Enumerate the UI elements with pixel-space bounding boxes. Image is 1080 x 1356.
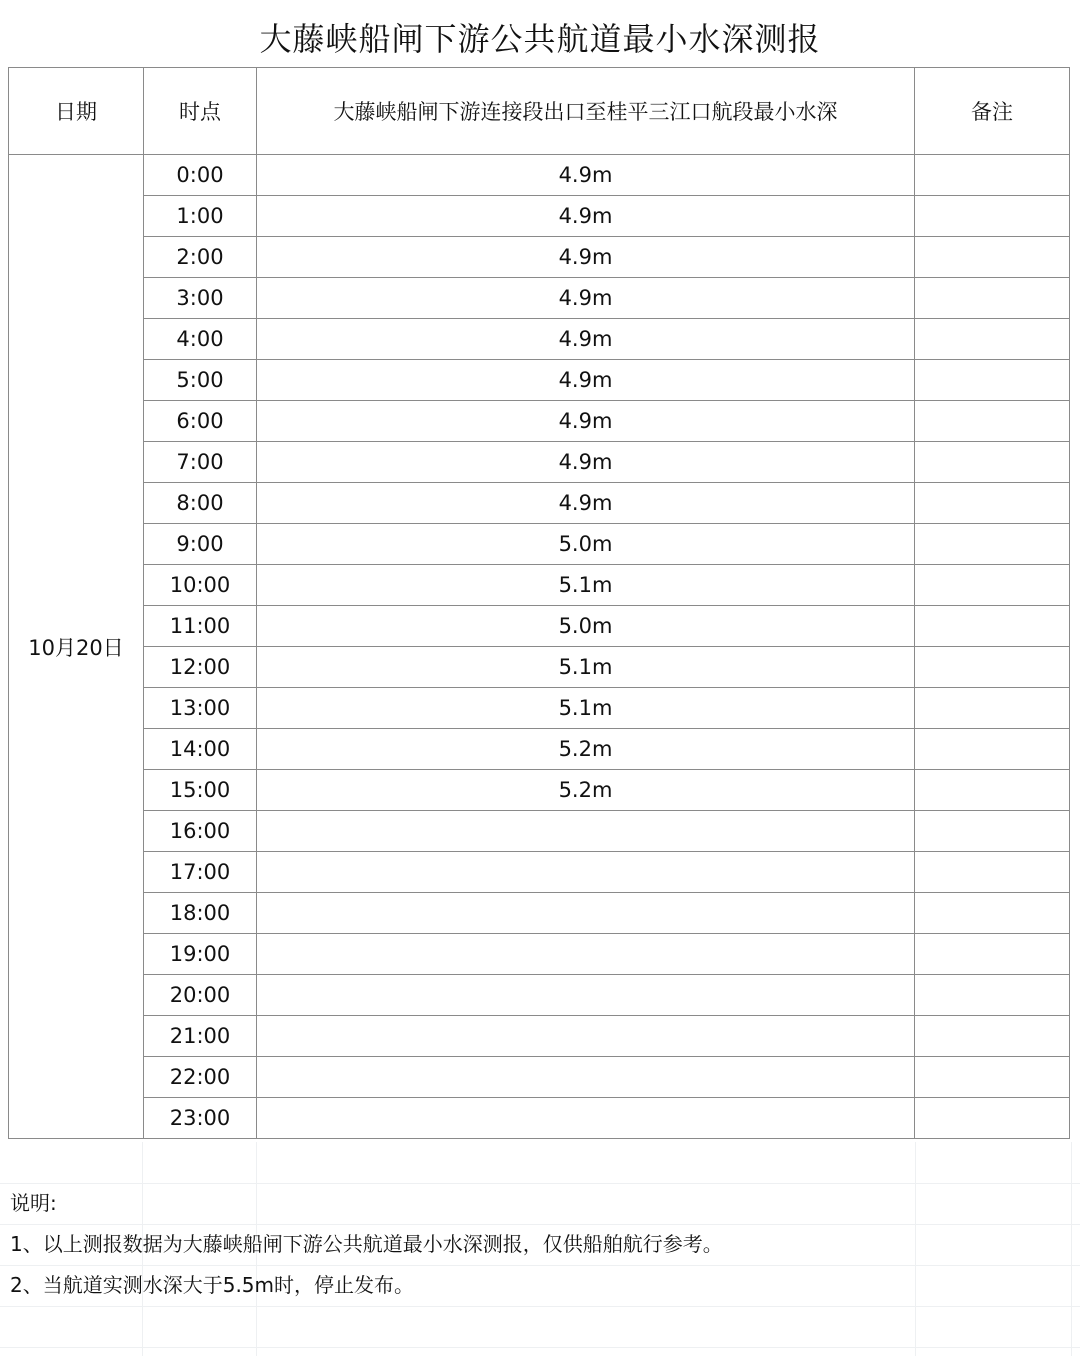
note-cell — [915, 852, 1070, 893]
time-cell: 1:00 — [144, 196, 257, 237]
grid-line — [0, 1347, 1080, 1348]
depth-cell — [257, 1098, 915, 1139]
table-row — [9, 811, 1070, 852]
note-cell — [915, 811, 1070, 852]
time-cell: 0:00 — [144, 155, 257, 196]
time-cell: 8:00 — [144, 483, 257, 524]
note-cell — [915, 196, 1070, 237]
note-cell — [915, 770, 1070, 811]
note-cell — [915, 319, 1070, 360]
depth-cell — [257, 811, 915, 852]
depth-cell: 4.9m — [257, 278, 915, 319]
header-note: 备注 — [915, 68, 1070, 155]
note-cell — [915, 975, 1070, 1016]
table-row — [9, 319, 1070, 360]
page-title: 大藤峡船闸下游公共航道最小水深测报 — [259, 20, 821, 58]
header-time: 时点 — [144, 68, 257, 155]
header-row — [9, 68, 1070, 155]
note-cell — [915, 606, 1070, 647]
table-row — [9, 401, 1070, 442]
depth-cell: 4.9m — [257, 319, 915, 360]
table-row — [9, 1098, 1070, 1139]
depth-cell: 4.9m — [257, 196, 915, 237]
header-date: 日期 — [9, 68, 144, 155]
depth-cell: 5.2m — [257, 729, 915, 770]
depth-cell — [257, 852, 915, 893]
time-cell: 9:00 — [144, 524, 257, 565]
note-cell — [915, 647, 1070, 688]
note-cell — [915, 483, 1070, 524]
depth-cell: 5.0m — [257, 524, 915, 565]
table-row — [9, 237, 1070, 278]
note-cell — [915, 360, 1070, 401]
table-row — [9, 606, 1070, 647]
time-cell: 2:00 — [144, 237, 257, 278]
depth-cell: 5.1m — [257, 688, 915, 729]
time-cell: 14:00 — [144, 729, 257, 770]
table-row — [9, 647, 1070, 688]
time-cell: 15:00 — [144, 770, 257, 811]
note-cell — [915, 278, 1070, 319]
depth-cell: 4.9m — [257, 360, 915, 401]
depth-cell: 4.9m — [257, 401, 915, 442]
note-cell — [915, 401, 1070, 442]
depth-cell: 4.9m — [257, 155, 915, 196]
depth-cell — [257, 1016, 915, 1057]
time-cell: 20:00 — [144, 975, 257, 1016]
grid-line — [0, 1306, 1080, 1307]
note-cell — [915, 524, 1070, 565]
note-line-1: 1、以上测报数据为大藤峡船闸下游公共航道最小水深测报，仅供船舶航行参考。 — [10, 1232, 723, 1256]
time-cell: 7:00 — [144, 442, 257, 483]
table-row — [9, 524, 1070, 565]
table-row — [9, 196, 1070, 237]
table-row — [9, 893, 1070, 934]
notes-heading: 说明: — [10, 1191, 57, 1215]
table-row — [9, 483, 1070, 524]
table-row — [9, 688, 1070, 729]
table-row — [9, 155, 1070, 196]
table-row — [9, 975, 1070, 1016]
grid-line — [0, 1183, 1080, 1184]
table-row — [9, 442, 1070, 483]
table-row — [9, 565, 1070, 606]
table-row — [9, 770, 1070, 811]
grid-line — [915, 1142, 916, 1356]
time-cell: 12:00 — [144, 647, 257, 688]
note-cell — [915, 1098, 1070, 1139]
depth-cell: 5.1m — [257, 647, 915, 688]
depth-cell — [257, 1057, 915, 1098]
time-cell: 11:00 — [144, 606, 257, 647]
header-depth: 大藤峡船闸下游连接段出口至桂平三江口航段最小水深 — [257, 68, 915, 155]
time-cell: 21:00 — [144, 1016, 257, 1057]
depth-cell — [257, 934, 915, 975]
note-cell — [915, 729, 1070, 770]
table-row — [9, 1016, 1070, 1057]
table-row — [9, 934, 1070, 975]
depth-cell: 5.0m — [257, 606, 915, 647]
time-cell: 17:00 — [144, 852, 257, 893]
note-cell — [915, 442, 1070, 483]
note-line-2: 2、当航道实测水深大于5.5m时，停止发布。 — [10, 1273, 415, 1297]
time-cell: 13:00 — [144, 688, 257, 729]
time-cell: 19:00 — [144, 934, 257, 975]
time-cell: 3:00 — [144, 278, 257, 319]
date-cell: 10月20日 — [9, 155, 144, 1139]
table-row — [9, 852, 1070, 893]
note-cell — [915, 688, 1070, 729]
time-cell: 10:00 — [144, 565, 257, 606]
time-cell: 23:00 — [144, 1098, 257, 1139]
note-cell — [915, 565, 1070, 606]
note-cell — [915, 155, 1070, 196]
note-cell — [915, 934, 1070, 975]
depth-cell: 5.1m — [257, 565, 915, 606]
note-cell — [915, 237, 1070, 278]
depth-cell: 5.2m — [257, 770, 915, 811]
note-cell — [915, 1016, 1070, 1057]
depth-cell: 4.9m — [257, 442, 915, 483]
time-cell: 5:00 — [144, 360, 257, 401]
table-row — [9, 360, 1070, 401]
time-cell: 6:00 — [144, 401, 257, 442]
time-cell: 22:00 — [144, 1057, 257, 1098]
time-cell: 18:00 — [144, 893, 257, 934]
table-row — [9, 1057, 1070, 1098]
note-cell — [915, 1057, 1070, 1098]
time-cell: 4:00 — [144, 319, 257, 360]
grid-line — [1071, 1142, 1072, 1356]
depth-cell — [257, 893, 915, 934]
depth-report-table — [8, 67, 1070, 1139]
depth-cell: 4.9m — [257, 483, 915, 524]
note-cell — [915, 893, 1070, 934]
table-row — [9, 729, 1070, 770]
depth-cell — [257, 975, 915, 1016]
table-row — [9, 278, 1070, 319]
depth-cell: 4.9m — [257, 237, 915, 278]
time-cell: 16:00 — [144, 811, 257, 852]
